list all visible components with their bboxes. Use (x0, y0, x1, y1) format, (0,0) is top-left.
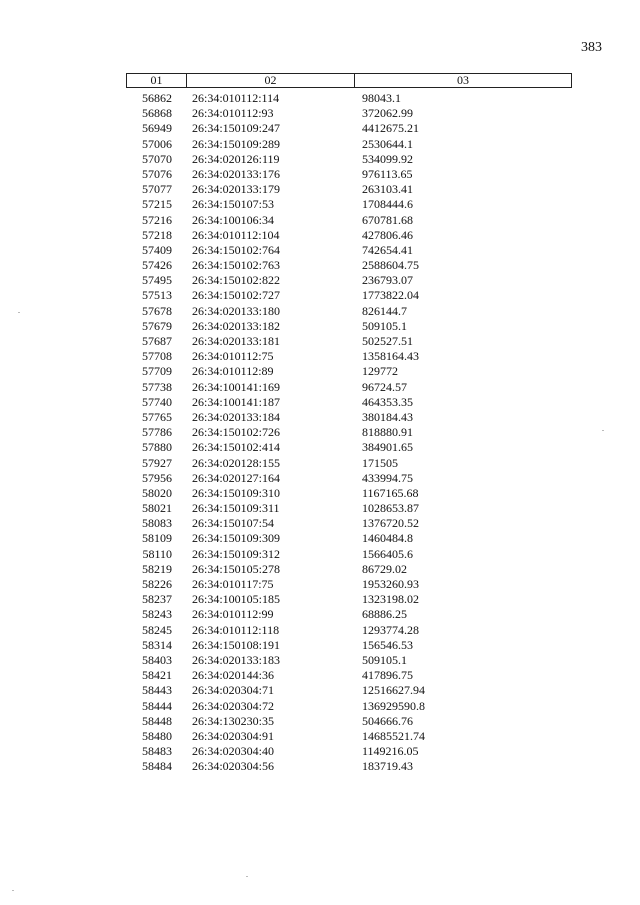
table-cell-col-01: 57740 (142, 394, 172, 409)
table-row (126, 304, 572, 319)
table-row (126, 182, 572, 197)
table-cell-col-02: 26:34:010112:89 (192, 364, 274, 379)
scan-speck (246, 876, 248, 877)
table-cell-col-02: 26:34:150109:247 (192, 121, 281, 136)
table-cell-col-01: 57687 (142, 334, 172, 348)
table-row (126, 319, 572, 334)
table-cell-col-01: 58314 (142, 637, 172, 652)
table-cell-col-02: 26:34:150102:727 (192, 288, 281, 303)
table-row (126, 197, 572, 212)
table-cell-col-01: 57218 (142, 227, 172, 242)
table-cell-col-03: 1358164.43 (362, 349, 419, 364)
table-row (126, 638, 572, 653)
table-row (126, 683, 572, 698)
table-row (126, 623, 572, 638)
table-row (126, 410, 572, 425)
table-cell-col-02: 26:34:020304:71 (192, 683, 275, 698)
table-row (126, 653, 572, 668)
table-row (126, 395, 572, 410)
table-cell-col-03: 2588604.75 (362, 258, 419, 273)
table-row (126, 273, 572, 288)
table-cell-col-03: 1149216.05 (362, 744, 419, 759)
table-cell-col-03: 976113.65 (362, 166, 413, 181)
table-row (126, 744, 572, 759)
table-cell-col-03: 183719.43 (362, 759, 413, 774)
table-cell-col-01: 57880 (142, 440, 172, 455)
table-cell-col-01: 58110 (142, 546, 172, 561)
table-cell-col-01: 57216 (142, 212, 172, 227)
table-cell-col-01: 57927 (142, 455, 172, 470)
table-cell-col-02: 26:34:020304:72 (192, 698, 275, 713)
table-cell-col-01: 57495 (142, 273, 172, 288)
table-cell-col-03: 818880.91 (362, 425, 413, 440)
table-cell-col-02: 26:34:010112:114 (192, 91, 280, 105)
table-cell-col-03: 1028653.87 (362, 501, 419, 516)
table-cell-col-03: 509105.1 (362, 318, 407, 333)
table-row (126, 729, 572, 744)
table-cell-col-02: 26:34:150102:726 (192, 425, 281, 440)
table-cell-col-02: 26:34:020126:119 (192, 151, 280, 166)
table-row (126, 425, 572, 440)
table-cell-col-02: 26:34:020133:183 (192, 652, 281, 667)
table-cell-col-02: 26:34:020133:179 (192, 182, 281, 197)
table-cell-col-01: 57426 (142, 258, 172, 273)
table-cell-col-01: 57077 (142, 182, 172, 197)
table-cell-col-01: 58237 (142, 592, 172, 607)
table-row (126, 714, 572, 729)
table-cell-col-02: 26:34:020304:91 (192, 728, 275, 743)
table-row (126, 456, 572, 471)
table-cell-col-01: 58020 (142, 485, 172, 500)
table-cell-col-02: 26:34:010112:118 (192, 622, 280, 637)
table-cell-col-03: 136929590.8 (362, 698, 425, 713)
table-row (126, 213, 572, 228)
table-cell-col-03: 86729.02 (362, 561, 407, 576)
table-cell-col-03: 1708444.6 (362, 197, 413, 212)
table-cell-col-03: 670781.68 (362, 212, 413, 227)
table-cell-col-03: 1323198.02 (362, 592, 419, 607)
table-cell-col-02: 26:34:150108:191 (192, 637, 281, 652)
table-cell-col-01: 57765 (142, 409, 172, 424)
table-cell-col-01: 58245 (142, 622, 172, 637)
table-cell-col-03: 1566405.6 (362, 546, 413, 561)
table-cell-col-02: 26:34:150102:414 (192, 440, 281, 455)
table-row (126, 592, 572, 607)
table-row (126, 699, 572, 714)
table-cell-col-01: 56868 (142, 106, 172, 121)
table-row (126, 243, 572, 258)
table-cell-col-03: 826144.7 (362, 303, 407, 318)
table-cell-col-02: 26:34:020128:155 (192, 455, 281, 470)
table-cell-col-02: 26:34:010112:93 (192, 106, 274, 121)
table-cell-col-03: 1376720.52 (362, 516, 419, 531)
table-cell-col-01: 57956 (142, 470, 172, 485)
table-cell-col-03: 1953260.93 (362, 577, 419, 591)
table-cell-col-01: 56949 (142, 121, 172, 136)
table-cell-col-02: 26:34:010117:75 (192, 577, 274, 591)
table-row (126, 91, 572, 106)
table-cell-col-02: 26:34:150109:289 (192, 136, 281, 151)
table-cell-col-03: 509105.1 (362, 652, 407, 667)
table-row (126, 516, 572, 531)
scan-speck (12, 890, 14, 891)
table-row (126, 547, 572, 562)
table-row (126, 486, 572, 501)
table-row (126, 562, 572, 577)
table-header-row (126, 73, 572, 88)
table-cell-col-01: 58021 (142, 501, 172, 516)
column-header-01: 01 (127, 74, 187, 87)
table-cell-col-01: 58480 (142, 728, 172, 743)
table-row (126, 501, 572, 516)
table-cell-col-03: 98043.1 (362, 91, 401, 105)
table-cell-col-01: 57738 (142, 379, 172, 394)
table-row (126, 577, 572, 592)
table-cell-col-01: 58483 (142, 744, 172, 759)
table-cell-col-02: 26:34:020133:184 (192, 409, 281, 424)
table-cell-col-03: 236793.07 (362, 273, 413, 288)
table-cell-col-03: 12516627.94 (362, 683, 425, 698)
table-cell-col-03: 4412675.21 (362, 121, 419, 136)
table-cell-col-01: 57513 (142, 288, 172, 303)
table-cell-col-03: 433994.75 (362, 470, 413, 485)
table-row (126, 668, 572, 683)
table-row (126, 759, 572, 774)
table-cell-col-03: 171505 (362, 455, 398, 470)
table-cell-col-01: 58083 (142, 516, 172, 531)
table-row (126, 349, 572, 364)
table-cell-col-03: 68886.25 (362, 607, 407, 622)
table-row (126, 121, 572, 136)
table-cell-col-02: 26:34:020127:164 (192, 470, 281, 485)
table-cell-col-02: 26:34:020144:36 (192, 668, 275, 683)
table-row (126, 471, 572, 486)
table-cell-col-02: 26:34:130230:35 (192, 713, 275, 728)
table-cell-col-02: 26:34:150107:54 (192, 516, 275, 531)
table-cell-col-02: 26:34:150109:310 (192, 485, 281, 500)
table-cell-col-01: 57678 (142, 303, 172, 318)
table-cell-col-03: 129772 (362, 364, 398, 379)
table-cell-col-01: 58219 (142, 561, 172, 576)
table-cell-col-03: 263103.41 (362, 182, 413, 197)
table-cell-col-02: 26:34:100106:34 (192, 212, 275, 227)
table-body (126, 91, 572, 774)
table-row (126, 258, 572, 273)
scan-speck (18, 312, 20, 313)
table-row (126, 380, 572, 395)
table-cell-col-01: 57409 (142, 242, 172, 257)
table-cell-col-01: 58243 (142, 607, 172, 622)
table-cell-col-01: 58421 (142, 668, 172, 683)
table-row (126, 228, 572, 243)
table-cell-col-01: 57709 (142, 364, 172, 379)
page-number: 383 (581, 40, 602, 55)
table-cell-col-01: 58109 (142, 531, 172, 546)
table-cell-col-01: 57786 (142, 425, 172, 440)
table-cell-col-02: 26:34:100141:187 (192, 394, 281, 409)
table-cell-col-01: 57070 (142, 151, 172, 166)
table-cell-col-03: 372062.99 (362, 106, 413, 121)
table-cell-col-02: 26:34:100105:185 (192, 592, 281, 607)
table-cell-col-01: 58444 (142, 698, 172, 713)
table-cell-col-03: 464353.35 (362, 394, 413, 409)
table-row (126, 440, 572, 455)
table-cell-col-02: 26:34:150102:764 (192, 242, 281, 257)
table-cell-col-03: 1773822.04 (362, 288, 419, 303)
table-cell-col-02: 26:34:150109:309 (192, 531, 281, 546)
table-cell-col-02: 26:34:020133:182 (192, 318, 281, 333)
table-cell-col-03: 96724.57 (362, 379, 407, 394)
table-row (126, 531, 572, 546)
column-header-02: 02 (187, 74, 355, 87)
table-cell-col-03: 1460484.8 (362, 531, 413, 546)
table-cell-col-01: 58443 (142, 683, 172, 698)
table-cell-col-01: 56862 (142, 91, 172, 105)
table-cell-col-03: 1167165.68 (362, 485, 419, 500)
table-cell-col-01: 57215 (142, 197, 172, 212)
table-cell-col-01: 57076 (142, 166, 172, 181)
table-cell-col-03: 427806.46 (362, 227, 413, 242)
table-row (126, 137, 572, 152)
table-cell-col-01: 58226 (142, 577, 172, 591)
table-cell-col-03: 502527.51 (362, 334, 413, 348)
data-table (126, 73, 572, 774)
table-cell-col-02: 26:34:150107:53 (192, 197, 275, 212)
table-cell-col-03: 2530644.1 (362, 136, 413, 151)
table-cell-col-02: 26:34:020133:180 (192, 303, 281, 318)
table-cell-col-03: 380184.43 (362, 409, 413, 424)
table-cell-col-03: 384901.65 (362, 440, 413, 455)
table-cell-col-02: 26:34:150105:278 (192, 561, 281, 576)
table-cell-col-01: 58448 (142, 713, 172, 728)
table-cell-col-02: 26:34:020304:40 (192, 744, 275, 759)
table-cell-col-03: 534099.92 (362, 151, 413, 166)
table-cell-col-02: 26:34:020304:56 (192, 759, 275, 774)
column-header-03: 03 (457, 73, 469, 87)
table-cell-col-02: 26:34:010112:75 (192, 349, 274, 364)
table-row (126, 364, 572, 379)
table-cell-col-02: 26:34:150109:312 (192, 546, 281, 561)
table-cell-col-01: 57679 (142, 318, 172, 333)
table-cell-col-01: 57708 (142, 349, 172, 364)
table-row (126, 607, 572, 622)
table-cell-col-02: 26:34:100141:169 (192, 379, 281, 394)
table-cell-col-02: 26:34:150109:311 (192, 501, 280, 516)
table-cell-col-01: 58484 (142, 759, 172, 774)
table-cell-col-01: 57006 (142, 136, 172, 151)
table-cell-col-02: 26:34:150102:822 (192, 273, 281, 288)
scan-speck (602, 430, 604, 431)
table-cell-col-02: 26:34:010112:99 (192, 607, 274, 622)
table-row (126, 106, 572, 121)
table-cell-col-03: 14685521.74 (362, 728, 425, 743)
table-cell-col-02: 26:34:020133:176 (192, 166, 281, 181)
table-row (126, 152, 572, 167)
table-row (126, 167, 572, 182)
table-cell-col-03: 504666.76 (362, 713, 413, 728)
table-row (126, 288, 572, 303)
table-cell-col-03: 156546.53 (362, 637, 413, 652)
table-cell-col-03: 742654.41 (362, 242, 413, 257)
table-cell-col-02: 26:34:020133:181 (192, 334, 281, 348)
table-cell-col-02: 26:34:150102:763 (192, 258, 281, 273)
table-cell-col-03: 417896.75 (362, 668, 413, 683)
table-cell-col-03: 1293774.28 (362, 622, 419, 637)
table-row (126, 334, 572, 349)
table-cell-col-02: 26:34:010112:104 (192, 227, 280, 242)
table-cell-col-01: 58403 (142, 652, 172, 667)
